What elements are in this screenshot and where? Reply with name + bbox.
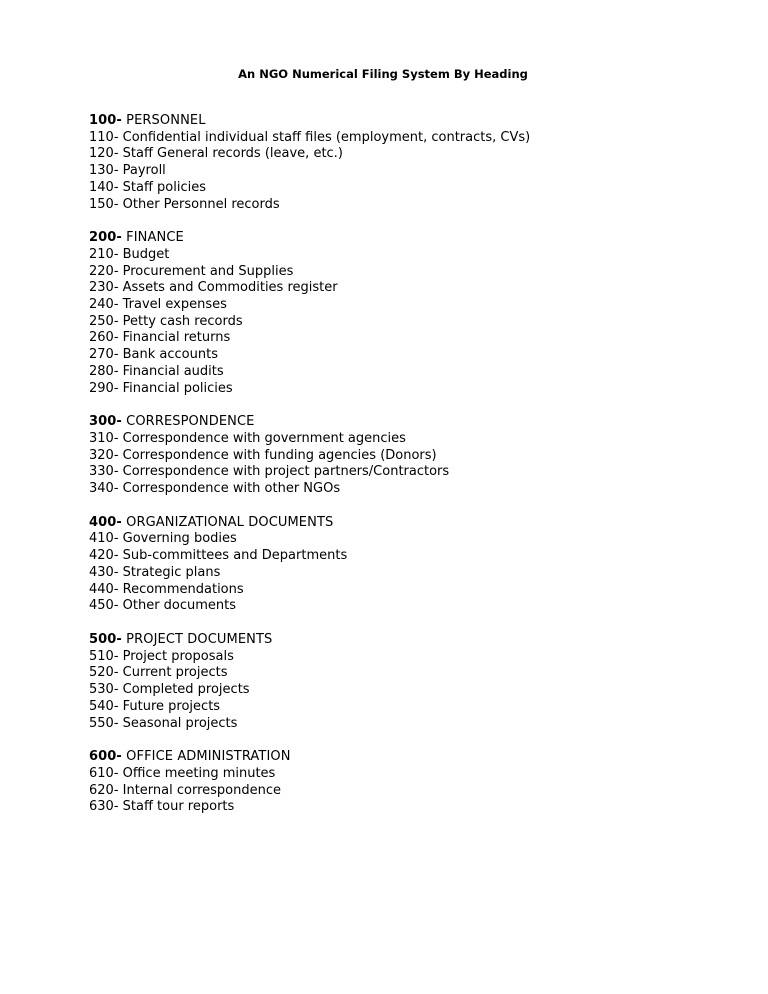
list-item: 320- Correspondence with funding agencies (Donors)	[89, 447, 437, 463]
list-item: 410- Governing bodies	[89, 531, 237, 547]
list-item: 270- Bank accounts	[89, 347, 218, 363]
section-code: 400-	[89, 514, 122, 530]
list-item: 290- Financial policies	[89, 380, 233, 396]
list-item: 240- Travel expenses	[89, 297, 227, 313]
section-title: PERSONNEL	[126, 113, 206, 128]
list-item: 340- Correspondence with other NGOs	[89, 481, 341, 497]
list-item: 280- Financial audits	[89, 363, 224, 379]
list-item: 130- Payroll	[89, 163, 166, 179]
section-heading	[89, 632, 729, 649]
list-item: 630- Staff tour reports	[89, 799, 235, 815]
section-heading	[89, 515, 729, 532]
section-code: 600-	[89, 749, 122, 765]
section-code: 300-	[89, 414, 122, 430]
list-item: 230- Assets and Commodities register	[89, 280, 338, 296]
section-personnel	[89, 113, 729, 213]
section-heading	[89, 230, 729, 247]
section-code: 100-	[89, 113, 122, 128]
section-code: 200-	[89, 230, 122, 246]
list-item: 210- Budget	[89, 246, 170, 262]
section-office-administration	[89, 749, 729, 816]
list-item: 120- Staff General records (leave, etc.)	[89, 146, 343, 162]
list-item: 220- Procurement and Supplies	[89, 263, 294, 279]
section-title: FINANCE	[126, 230, 184, 246]
list-item: 420- Sub-committees and Departments	[89, 548, 348, 564]
section-title: ORGANIZATIONAL DOCUMENTS	[126, 514, 334, 530]
document-title: An NGO Numerical Filing System By Heading	[238, 67, 528, 81]
list-item: 260- Financial returns	[89, 330, 231, 346]
section-title: CORRESPONDENCE	[126, 414, 255, 430]
list-item: 330- Correspondence with project partners/Contractors	[89, 464, 450, 480]
list-item: 440- Recommendations	[89, 581, 244, 597]
list-item: 520- Current projects	[89, 665, 228, 681]
list-item: 510- Project proposals	[89, 648, 234, 664]
list-item: 540- Future projects	[89, 698, 221, 714]
list-item: 610- Office meeting minutes	[89, 765, 276, 781]
list-item: 550- Seasonal projects	[89, 715, 238, 731]
list-item: 450- Other documents	[89, 598, 237, 614]
list-item: 310- Correspondence with government agencies	[89, 430, 406, 446]
list-item: 530- Completed projects	[89, 682, 250, 698]
filing-sections	[89, 113, 729, 833]
list-item: 150- Other Personnel records	[89, 196, 280, 212]
section-organizational-documents	[89, 515, 729, 615]
section-project-documents	[89, 632, 729, 732]
section-heading	[89, 414, 729, 431]
section-finance	[89, 230, 729, 397]
section-title: PROJECT DOCUMENTS	[126, 631, 273, 647]
list-item: 140- Staff policies	[89, 179, 206, 195]
section-title: OFFICE ADMINISTRATION	[126, 749, 291, 765]
section-code: 500-	[89, 631, 122, 647]
section-heading	[89, 113, 729, 130]
list-item: 430- Strategic plans	[89, 564, 221, 580]
list-item: 110- Confidential individual staff files (employment, contracts, CVs)	[89, 129, 531, 145]
section-heading	[89, 749, 729, 766]
section-correspondence	[89, 414, 729, 498]
list-item: 250- Petty cash records	[89, 313, 243, 329]
list-item: 620- Internal correspondence	[89, 782, 281, 798]
